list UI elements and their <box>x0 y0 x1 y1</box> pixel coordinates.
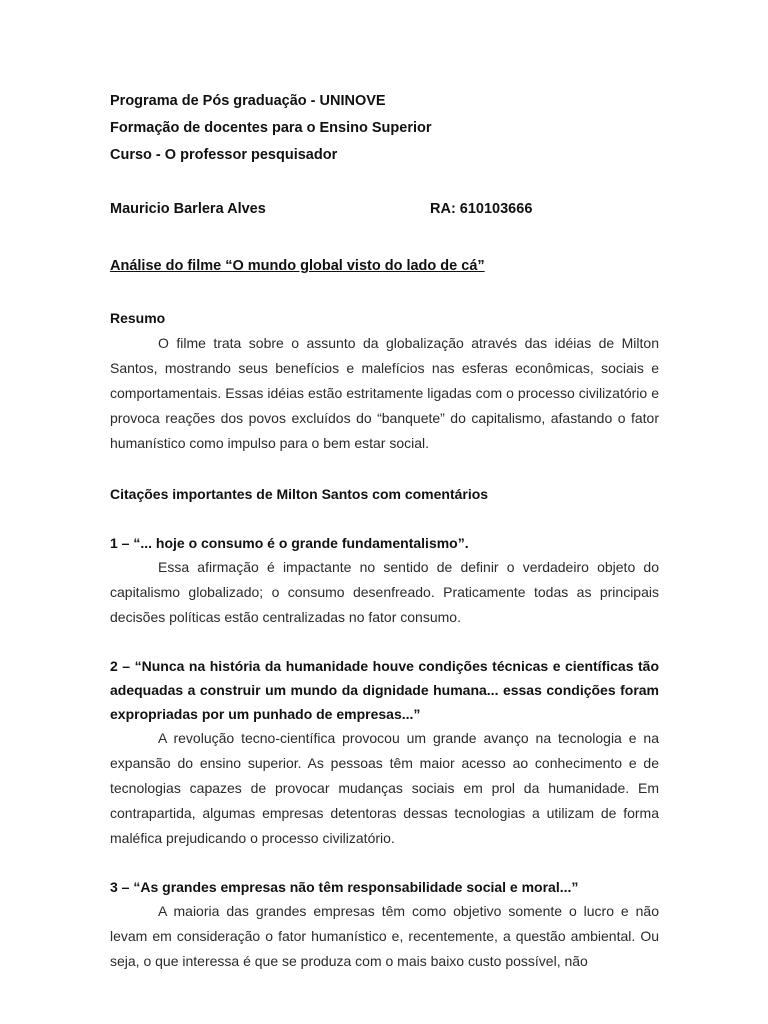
citation-item-2 <box>110 654 659 851</box>
citation-item-1 <box>110 531 659 630</box>
author-name: Mauricio Barlera Alves <box>110 201 266 217</box>
citation-quote: 3 – “As grandes empresas não têm responsabilidade social e moral...” <box>110 879 579 895</box>
author-row <box>110 196 659 223</box>
program-title: Programa de Pós graduação - UNINOVE <box>110 93 386 109</box>
summary-heading: Resumo <box>110 310 166 326</box>
citation-item-3 <box>110 875 659 974</box>
citation-quote: 1 – “... hoje o consumo é o grande fundamentalismo”. <box>110 535 469 551</box>
summary-paragraph: O filme trata sobre o assunto da globalização através das idéias de Milton Santos, mostrando seus benefícios e malefícios nas esferas econômicas, sociais e comportamentais. Essas idéias estão estritamente ligadas com o processo civilizatório e provoca reações dos povos excluídos do “banquete” do capitalismo, afastando o fator humanístico como impulso para o bem estar social. <box>110 335 659 451</box>
citation-comment: A maioria das grandes empresas têm como objetivo somente o lucro e não levam em consideração o fator humanístico e, recentemente, a questão ambiental. Ou seja, o que interessa é que se produza com o mais baixo custo possível, não <box>110 903 659 969</box>
citation-comment: Essa afirmação é impactante no sentido de definir o verdadeiro objeto do capitalismo globalizado; o consumo desenfreado. Praticamente todas as principais decisões políticas estão centralizadas no fator consumo. <box>110 559 659 625</box>
header-spacer <box>110 169 659 196</box>
citations-heading: Citações importantes de Milton Santos com comentários <box>110 486 489 502</box>
document-title: Análise do filme “O mundo global visto do lado de cá” <box>110 258 485 274</box>
document-page <box>110 88 659 974</box>
student-id: RA: 610103666 <box>430 201 533 217</box>
course-name: Curso - O professor pesquisador <box>110 147 338 163</box>
course-subtitle: Formação de docentes para o Ensino Superior <box>110 120 432 136</box>
citation-comment: A revolução tecno-científica provocou um grande avanço na tecnologia e na expansão do ensino superior. As pessoas têm maior acesso ao conhecimento e de tecnologias capazes de provocar mudanças sociais em prol da humanidade. Em contrapartida, algumas empresas detentoras dessas tecnologias a utilizam de forma maléfica prejudicando o processo civilizatório. <box>110 730 659 846</box>
citation-quote: 2 – “Nunca na história da humanidade houve condições técnicas e científicas tão adequadas a construir um mundo da dignidade humana... essas condições foram expropriadas por um punhado de empresas...” <box>110 658 659 722</box>
